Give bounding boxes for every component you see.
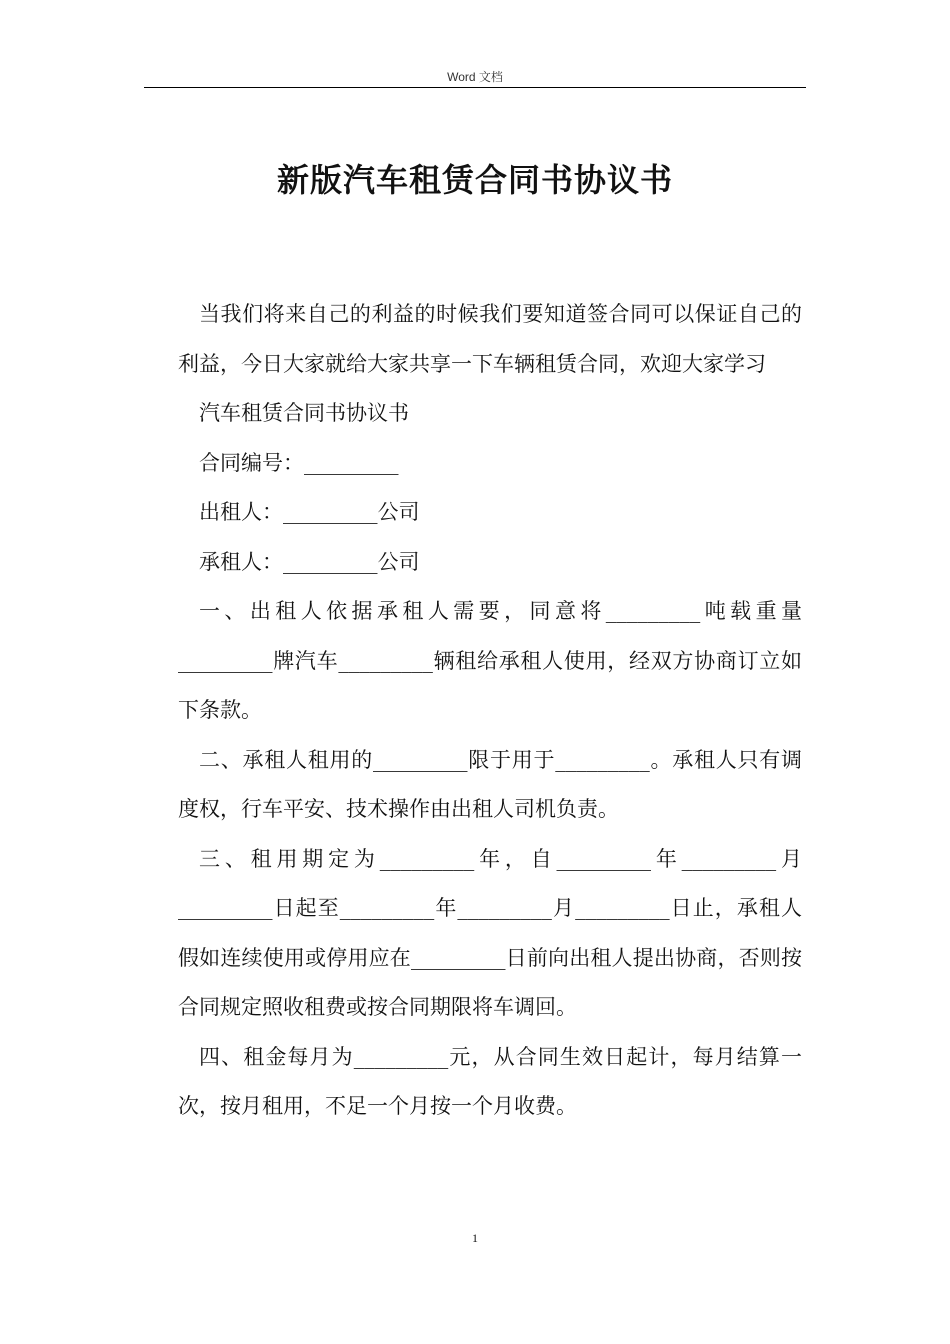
clause-1: 一、出租人依据承租人需要，同意将_________吨载重量_________牌汽车_________辆租给承租人使用，经双方协商订立如下条款。 — [178, 599, 802, 722]
clause-3: 三、租用期定为_________年，自_________年_________月_________日起至_________年_________月_________日止，承租人假如连续使用或停用应在_________日前向出租人提出协商，否则按合同规定照收租费或按合同期限将车调回。 — [178, 846, 802, 1019]
contract-number-line: 合同编号：_________ — [199, 450, 399, 475]
document-title: 新版汽车租赁合同书协议书 — [276, 161, 673, 199]
header-label: Word 文档 — [447, 70, 503, 84]
clause-4: 四、租金每月为_________元，从合同生效日起计，每月结算一次，按月租用，不足一个月按一个月收费。 — [178, 1044, 802, 1118]
lessee-line: 承租人：_________公司 — [199, 549, 420, 574]
intro-paragraph: 当我们将来自己的利益的时候我们要知道签合同可以保证自己的利益，今日大家就给大家共享一下车辆租赁合同，欢迎大家学习 — [178, 302, 802, 376]
page-number: 1 — [472, 1231, 478, 1245]
clause-2: 二、承租人租用的_________限于用于_________。承租人只有调度权，行车平安、技术操作由出租人司机负责。 — [178, 747, 802, 821]
lessor-line: 出租人：_________公司 — [199, 500, 420, 524]
contract-heading: 汽车租赁合同书协议书 — [199, 401, 409, 425]
document-body — [178, 290, 802, 1132]
header-divider — [144, 87, 806, 88]
